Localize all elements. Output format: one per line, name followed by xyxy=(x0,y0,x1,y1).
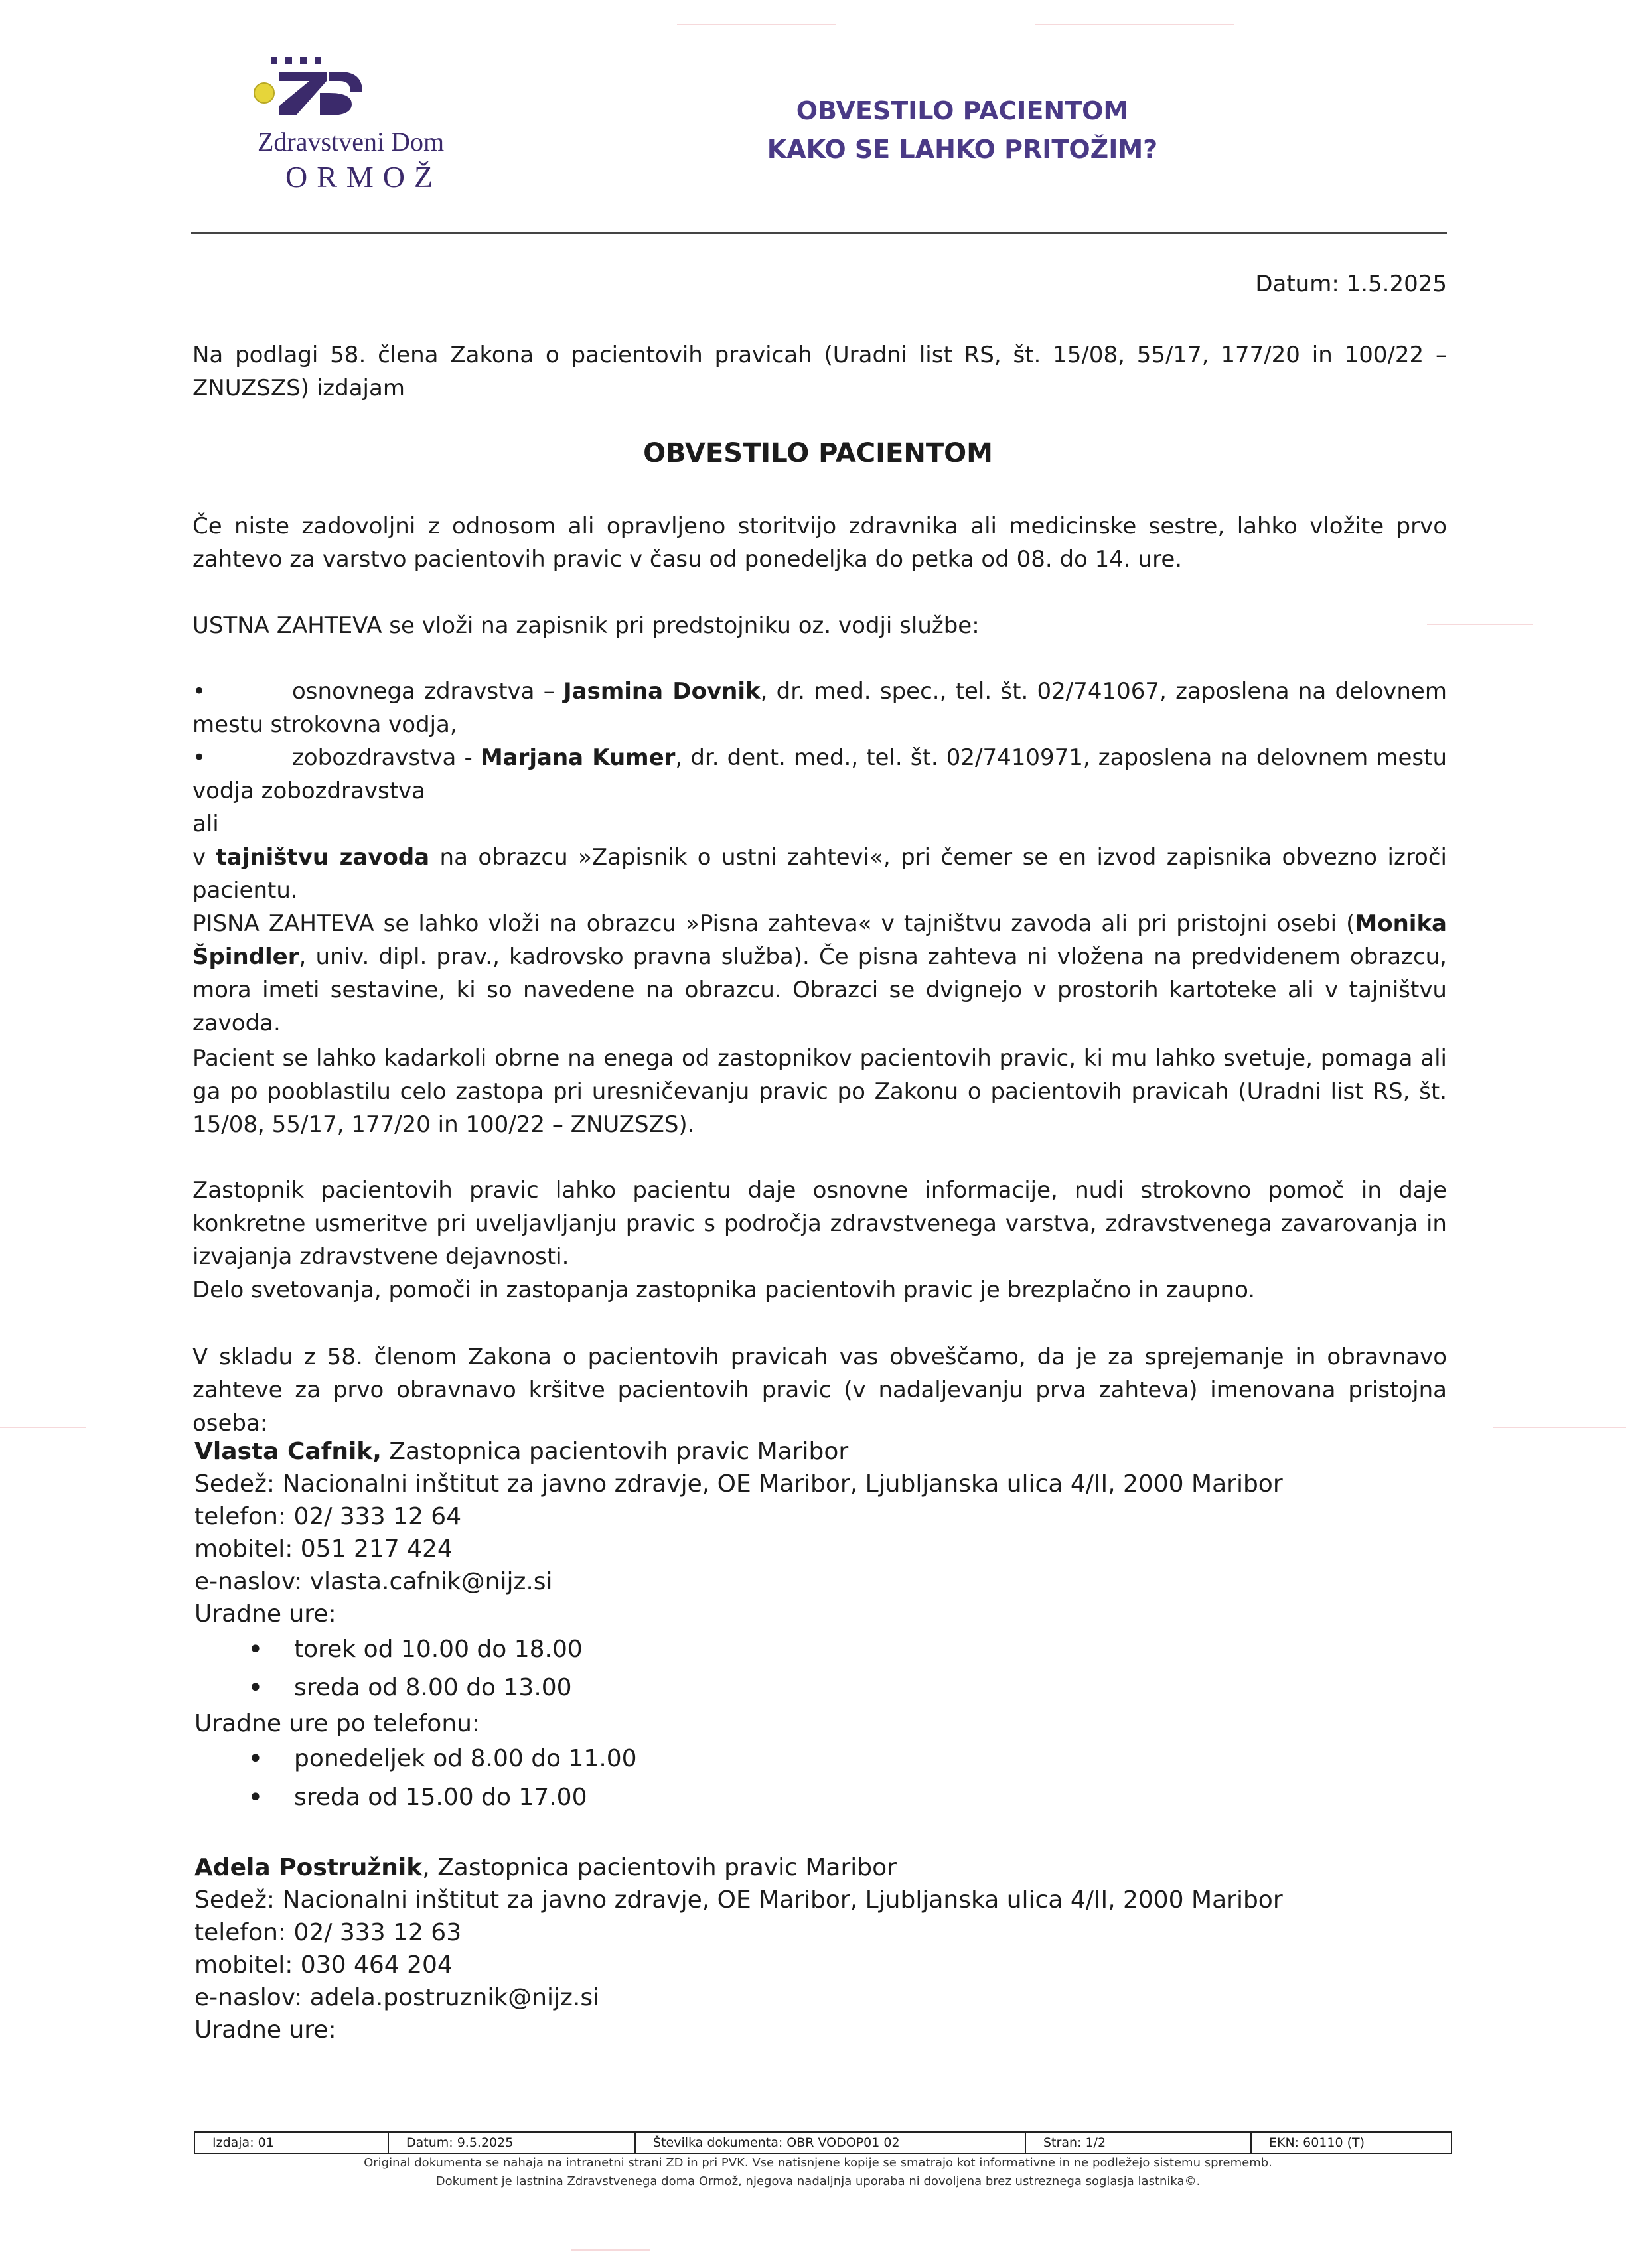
logo-name: Zdravstveni Dom xyxy=(258,127,445,157)
list-item: • sreda od 8.00 do 13.00 xyxy=(294,1669,1449,1707)
contact-person-name: Jasmina Dovnik xyxy=(563,678,761,705)
contact-role: , Zastopnica pacientovih pravic Maribor xyxy=(422,1854,897,1881)
footer-doc-number: Številka dokumenta: OBR VODOP01 02 xyxy=(636,2133,1026,2153)
contact-role: Zastopnica pacientovih pravic Maribor xyxy=(381,1438,849,1465)
paragraph-appointed-person: V skladu z 58. členom Zakona o pacientovih pravicah vas obveščamo, da je za sprejemanje in obravnavo zahteve za prvo obravnavo kršitve pacientovih pravic (v nadaljevanju prva zahteva) imenovana pristojna oseba: xyxy=(192,1344,1447,1437)
scan-artifact xyxy=(1493,1427,1626,1428)
header-title-line2: KAKO SE LAHKO PRITOŽIM? xyxy=(767,135,1158,164)
list-item: • sreda od 15.00 do 17.00 xyxy=(294,1778,1449,1817)
contact-mobile: mobitel: 030 464 204 xyxy=(194,1951,453,1979)
contact-name: Vlasta Cafnik, xyxy=(194,1438,382,1465)
office-hours-list xyxy=(194,1630,1449,1707)
bullet-prefix: osnovnega zdravstva – xyxy=(292,678,564,705)
contact-card-postruznik xyxy=(194,1851,1449,2046)
header-title-line1: OBVESTILO PACIENTOM xyxy=(796,96,1129,125)
paragraph-dissatisfaction: Če niste zadovoljni z odnosom ali opravljeno storitvijo zdravnika ali medicinske sestre, lahko vložite prvo zahtevo za varstvo pacientovih pravic v času od ponedeljka do petka od 08. do 14. ure. xyxy=(192,513,1447,573)
paragraph-written-request xyxy=(192,907,1447,1040)
contact-name: Adela Postružnik xyxy=(194,1854,423,1881)
bullet-suffix: , dr. dent. med., tel. št. 02/7410971, zaposlena na delovnem mestu vodja zobozdravstva xyxy=(192,744,1447,804)
text-span: na obrazcu »Zapisnik o ustni zahtevi«, pri čemer se en izvod zapisnika obvezno izroči pacientu. xyxy=(192,844,1447,904)
bullet-icon: • xyxy=(192,744,206,771)
paragraph-representative: Pacient se lahko kadarkoli obrne na enega od zastopnikov pacientovih pravic, ki mu lahko svetuje, pomaga ali ga po pooblastilu celo zastopa pri uresničevanju pravic po Zakonu o pacientovih pravicah (Uradni list RS, št. 15/08, 55/17, 177/20 in 100/22 – ZNUZSZS). xyxy=(192,1045,1447,1138)
footer-date: Datum: 9.5.2025 xyxy=(389,2133,636,2153)
paragraph-secretariat xyxy=(192,841,1447,907)
contact-email[interactable]: e-naslov: adela.postruznik@nijz.si xyxy=(194,1984,600,2011)
list-item: • torek od 10.00 do 18.00 xyxy=(294,1630,1449,1669)
contact-mobile: mobitel: 051 217 424 xyxy=(194,1535,453,1563)
list-item xyxy=(192,741,1447,808)
phone-hours-list xyxy=(194,1740,1449,1817)
bullet-suffix: , dr. med. spec., tel. št. 02/741067, zaposlena na delovnem mestu strokovna vodja, xyxy=(192,678,1447,738)
bullet-icon: • xyxy=(192,678,206,705)
text-span: , univ. dipl. prav., kadrovsko pravna služba). Če pisna zahteva ni vložena na predvidenem obrazcu, mora imeti sestavine, ki so navedene na obrazcu. Obrazci se dvignejo v prostorih kartoteke ali v tajništvu zavoda. xyxy=(192,944,1447,1036)
contact-person-name: Marjana Kumer xyxy=(480,744,676,771)
contact-heading xyxy=(194,1435,1449,1468)
paragraph-oral-request: USTNA ZAHTEVA se vloži na zapisnik pri predstojniku oz. vodji službe: xyxy=(192,612,980,639)
paragraph-free-service: Delo svetovanja, pomoči in zastopanja zastopnika pacientovih pravic je brezplačno in zaupno. xyxy=(192,1277,1256,1303)
contact-address: Sedež: Nacionalni inštitut za javno zdravje, OE Maribor, Ljubljanska ulica 4/II, 2000 Maribor xyxy=(194,1470,1283,1498)
header-title xyxy=(730,92,1195,169)
bold-text: Monika Špindler xyxy=(192,910,1447,970)
list-item xyxy=(192,675,1447,741)
document-title: OBVESTILO PACIENTOM xyxy=(643,438,993,468)
contact-email[interactable]: e-naslov: vlasta.cafnik@nijz.si xyxy=(194,1568,553,1595)
text-span: v xyxy=(192,844,216,871)
contact-address: Sedež: Nacionalni inštitut za javno zdravje, OE Maribor, Ljubljanska ulica 4/II, 2000 Maribor xyxy=(194,1886,1283,1914)
ali-text: ali xyxy=(192,811,219,837)
footer-page: Stran: 1/2 xyxy=(1026,2133,1252,2153)
document-date: Datum: 1.5.2025 xyxy=(1255,271,1447,297)
intro-paragraph: Na podlagi 58. člena Zakona o pacientovih pravicah (Uradni list RS, št. 15/08, 55/17, 177/20 in 100/22 – ZNUZSZS) izdajam xyxy=(192,342,1447,401)
footer-note-original: Original dokumenta se nahaja na intranetni strani ZD in pri PVK. Vse natisnjene kopije se smatrajo kot informativne in ne podležejo sistemu sprememb. xyxy=(364,2156,1272,2170)
footer-ekn: EKN: 60110 (T) xyxy=(1269,2135,1365,2150)
scan-artifact xyxy=(1035,24,1234,25)
paragraph-representative-info: Zastopnik pacientovih pravic lahko pacientu daje osnovne informacije, nudi strokovno pomoč in daje konkretne usmeritve pri uveljavljanju pravic s področja zdravstvenega varstva, zdravstvenega zavarovanja in izvajanja zdravstvene dejavnosti. xyxy=(192,1177,1447,1270)
contact-heading xyxy=(194,1851,1449,1884)
logo-city: ORMOŽ xyxy=(285,160,443,194)
footer-edition: Izdaja: 01 xyxy=(195,2133,389,2153)
contact-phone: telefon: 02/ 333 12 64 xyxy=(194,1503,462,1530)
scan-artifact xyxy=(571,2249,650,2251)
logo xyxy=(239,53,451,206)
phone-hours-label: Uradne ure po telefonu: xyxy=(194,1710,481,1737)
contact-card-cafnik xyxy=(194,1435,1449,1817)
office-hours-label: Uradne ure: xyxy=(194,2017,336,2044)
scan-artifact xyxy=(0,1427,86,1428)
office-hours-label: Uradne ure: xyxy=(194,1600,336,1628)
logo-mark-icon xyxy=(246,53,405,126)
bullet-prefix: zobozdravstva - xyxy=(292,744,481,771)
contact-phone: telefon: 02/ 333 12 63 xyxy=(194,1919,462,1946)
list-item: • ponedeljek od 8.00 do 11.00 xyxy=(294,1740,1449,1778)
footer-note-ownership: Dokument je lastnina Zdravstvenega doma Ormož, njegova nadaljnja uporaba ni dovoljena brez ustreznega soglasja lastnika©. xyxy=(435,2174,1201,2188)
scan-artifact xyxy=(677,24,836,25)
text-span: PISNA ZAHTEVA se lahko vloži na obrazcu »Pisna zahteva« v tajništvu zavoda ali pri pristojni osebi ( xyxy=(192,910,1355,937)
bold-text: tajništvu zavoda xyxy=(216,844,430,871)
header-divider xyxy=(191,232,1447,234)
footer-document-info xyxy=(194,2131,1452,2154)
